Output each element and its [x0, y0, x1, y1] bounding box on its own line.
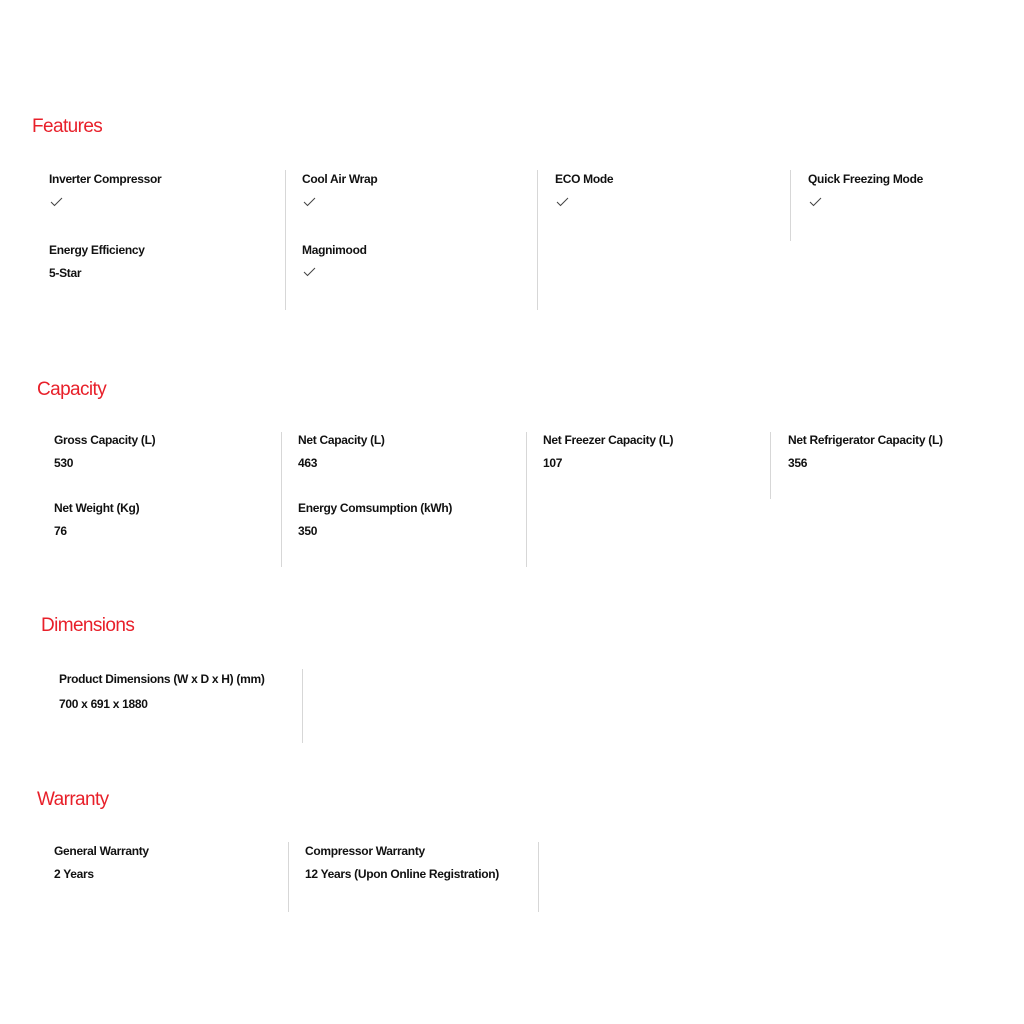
capacity-value: 350 [298, 524, 318, 538]
capacity-label: Energy Comsumption (kWh) [298, 501, 453, 515]
capacity-label: Net Refrigerator Capacity (L) [788, 433, 943, 447]
capacity-label: Net Capacity (L) [298, 433, 385, 447]
warranty-title: Warranty [37, 789, 109, 810]
checkmark-icon [303, 267, 316, 277]
feature-label: Energy Efficiency [49, 243, 145, 257]
feature-label: Magnimood [302, 243, 367, 257]
checkmark-icon [303, 197, 316, 207]
capacity-label: Net Freezer Capacity (L) [543, 433, 674, 447]
warranty-value: 12 Years (Upon Online Registration) [305, 867, 499, 881]
column-divider [538, 842, 539, 912]
warranty-value: 2 Years [54, 867, 94, 881]
dimensions-label: Product Dimensions (W x D x H) (mm) [59, 672, 265, 686]
warranty-label: General Warranty [54, 844, 149, 858]
features-title: Features [32, 116, 103, 137]
column-divider [285, 170, 286, 310]
capacity-title: Capacity [37, 379, 107, 400]
feature-label: Quick Freezing Mode [808, 172, 923, 186]
column-divider [537, 170, 538, 310]
checkmark-icon [50, 197, 63, 207]
column-divider [302, 669, 303, 743]
warranty-label: Compressor Warranty [305, 844, 425, 858]
feature-label: Cool Air Wrap [302, 172, 378, 186]
capacity-value: 356 [788, 456, 808, 470]
feature-label: Inverter Compressor [49, 172, 162, 186]
column-divider [288, 842, 289, 912]
capacity-label: Net Weight (Kg) [54, 501, 140, 515]
checkmark-icon [556, 197, 569, 207]
capacity-value: 107 [543, 456, 563, 470]
feature-value: 5-Star [49, 266, 82, 280]
column-divider [790, 170, 791, 241]
column-divider [770, 432, 771, 499]
capacity-value: 530 [54, 456, 74, 470]
feature-label: ECO Mode [555, 172, 614, 186]
column-divider [526, 432, 527, 567]
capacity-label: Gross Capacity (L) [54, 433, 156, 447]
dimensions-value: 700 x 691 x 1880 [59, 697, 148, 711]
dimensions-title: Dimensions [41, 615, 135, 636]
capacity-value: 463 [298, 456, 318, 470]
capacity-value: 76 [54, 524, 67, 538]
column-divider [281, 432, 282, 567]
checkmark-icon [809, 197, 822, 207]
